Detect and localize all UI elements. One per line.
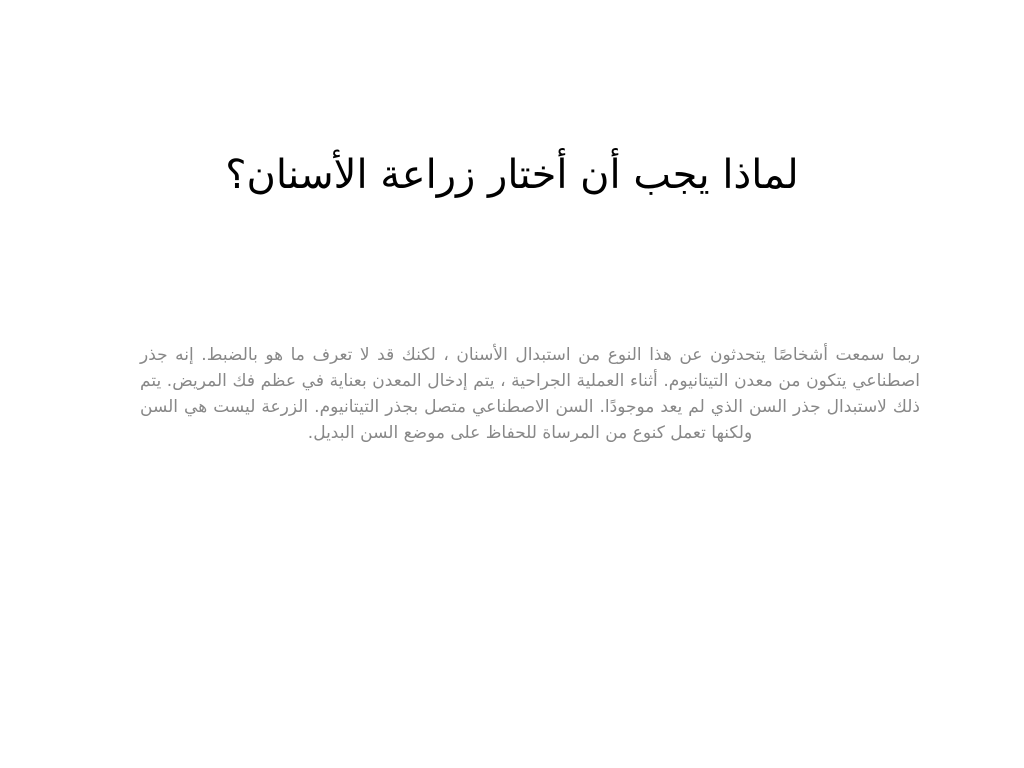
slide-body-text: ربما سمعت أشخاصًا يتحدثون عن هذا النوع من استبدال الأسنان ، لكنك قد لا تعرف ما هو بالضبط. إنه جذر اصطناعي يتكون من معدن التيتانيوم. أثناء العملية الجراحية ، يتم إدخال المعدن بعناية في عظم فك المريض. يتم ذلك لاستبدال جذر السن الذي لم يعد موجودًا. السن الاصطناعي متصل بجذر التيتانيوم. الزرعة ليست هي السن ولكنها تعمل كنوع من المرساة للحفاظ على موضع السن البديل. — [140, 345, 920, 443]
slide-title: لماذا يجب أن أختار زراعة الأسنان؟ — [225, 152, 799, 198]
